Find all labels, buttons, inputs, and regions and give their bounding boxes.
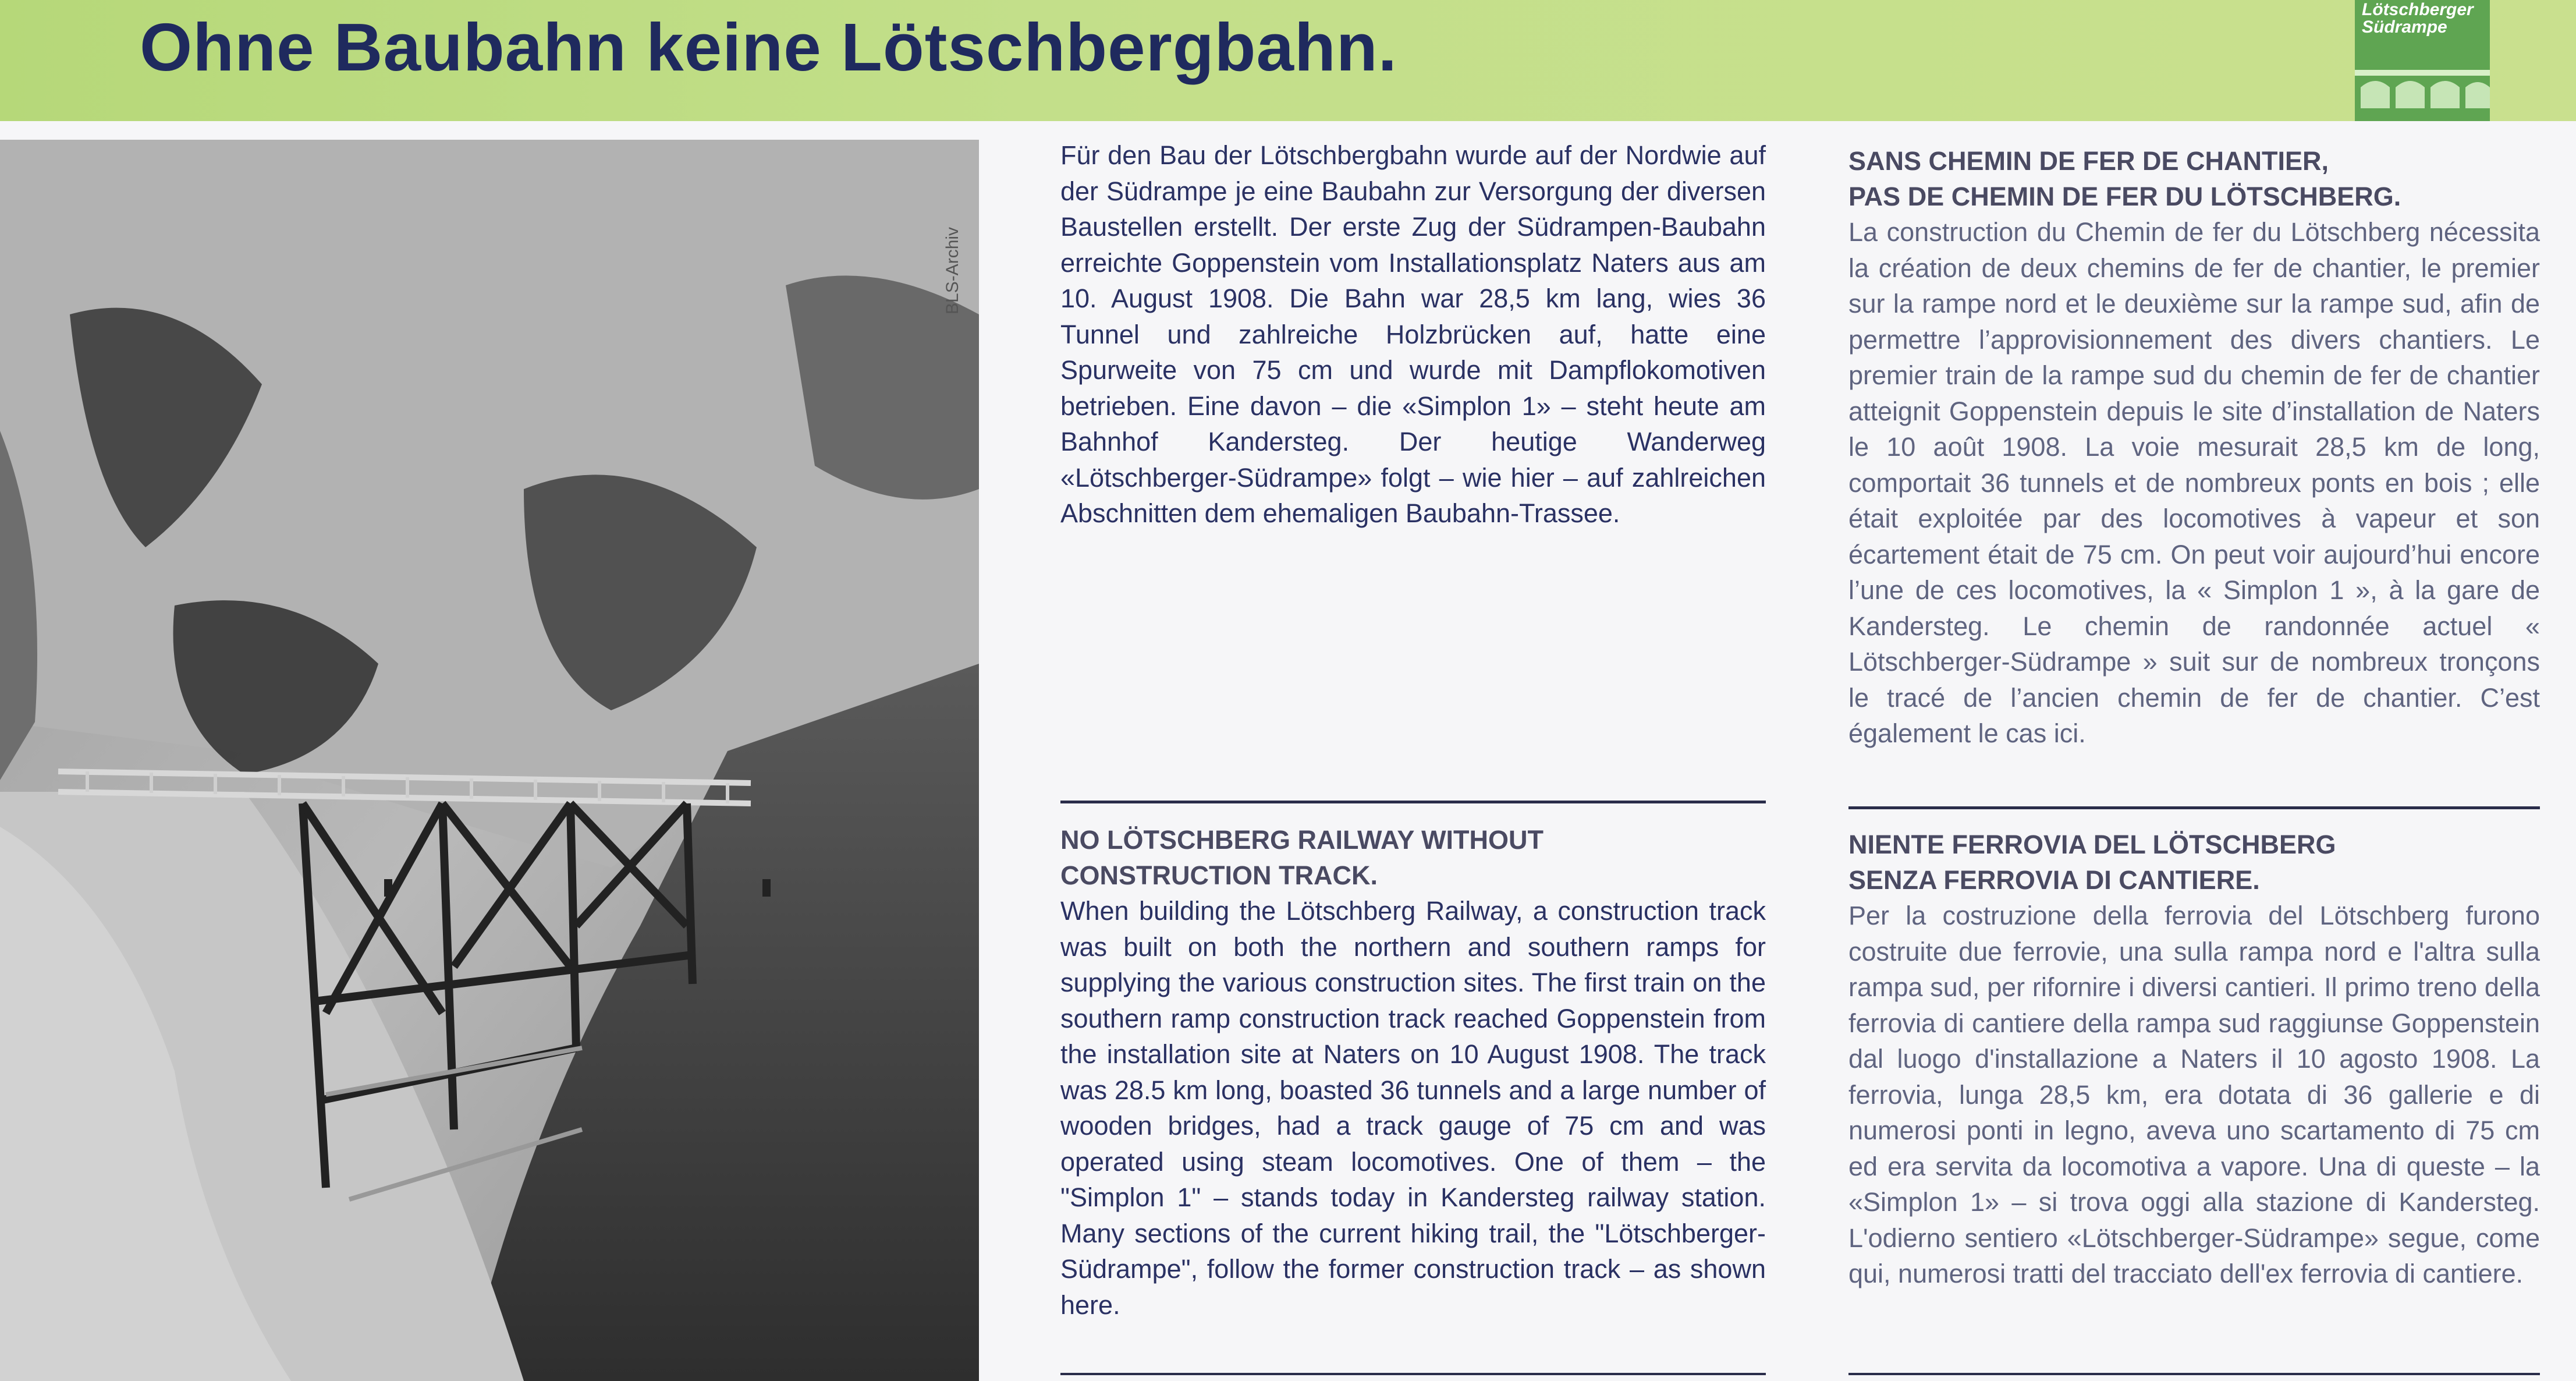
divider-bottom-left	[1060, 1373, 1766, 1375]
divider-english	[1060, 801, 1766, 803]
french-column	[1848, 143, 2540, 752]
viaduct-icon	[2355, 0, 2490, 121]
logo-text-line1: Lötschberger	[2362, 0, 2474, 19]
historic-railway-photo	[0, 140, 979, 1381]
divider-bottom-right	[1848, 1373, 2540, 1375]
french-heading-line1: SANS CHEMIN DE FER DE CHANTIER,	[1848, 146, 2329, 176]
italian-column	[1848, 827, 2540, 1292]
italian-body: Per la costruzione della ferrovia del Lötschberg furono costruite due ferrovie, una sulla rampa nord e l'altra sulla rampa sud, per rifornire i diversi cantieri. Il primo treno della ferrovia di cantiere della rampa sud raggiunse Goppenstein dal luogo d'installazione a Naters il 10 agosto 1908. La ferrovia, lunga 28,5 km, era dotata di 36 gallerie e di numerosi ponti in legno, aveva uno scartamento di 75 cm ed era servita da locomotiva a vapore. Una di queste – la «Simplon 1» – si trova oggi alla stazione di Kandersteg. L'odierno sentiero «Lötschberger-Südrampe» segue, come qui, numerosi tratti del tracciato dell'ex ferrovia di cantiere.	[1848, 901, 2540, 1288]
french-body: La construction du Chemin de fer du Lötschberg nécessita la création de deux chemins de fer de chantier, le premier sur la rampe nord et le deuxième sur la rampe sud, afin de permettre l’approvisionnement des divers chantiers. Le premier train de la rampe sud du chemin de fer de chantier atteignit Goppenstein depuis le site d’installation de Naters le 10 août 1908. La voie mesurait 28,5 km de long, comportait 36 tunnels et de nombreux ponts en bois ; elle était exploitée par des locomotives à vapeur et son écartement était de 75 cm. On peut voir aujourd’hui encore l’une de ces locomotives, la « Simplon 1 », à la gare de Kandersteg. Le chemin de randonnée actuel « Lötschberger-Südrampe » suit sur de nombreux tronçons le tracé de l’ancien chemin de fer de chantier. C’est également le cas ici.	[1848, 217, 2540, 748]
german-body: Für den Bau der Lötschbergbahn wurde auf der Nordwie auf der Südrampe je eine Baubahn zur Versorgung der diversen Baustellen erstellt. Der erste Zug der Südrampen-Baubahn erreichte Goppenstein vom Installationsplatz Naters aus am 10. August 1908. Die Bahn war 28,5 km lang, wies 36 Tunnel und zahlreiche Holzbrücken auf, hatte eine Spurweite von 75 cm und wurde mit Dampflokomotiven betrieben. Eine davon – die «Simplon 1» – steht heute am Bahnhof Kandersteg. Der heutige Wanderweg «Lötschberger-Südrampe» folgt – wie hier – auf zahlreichen Abschnitten dem ehemaligen Baubahn-Trassee.	[1060, 140, 1766, 528]
english-heading-line2: CONSTRUCTION TRACK.	[1060, 861, 1378, 890]
logo-text-line2: Südrampe	[2362, 17, 2447, 37]
english-heading-line1: NO LÖTSCHBERG RAILWAY WITHOUT	[1060, 825, 1544, 855]
italian-heading-line1: NIENTE FERROVIA DEL LÖTSCHBERG	[1848, 830, 2336, 859]
english-column	[1060, 822, 1766, 1323]
header-bar	[0, 0, 2576, 121]
french-heading-line2: PAS DE CHEMIN DE FER DU LÖTSCHBERG.	[1848, 182, 2401, 211]
italian-heading-line2: SENZA FERROVIA DI CANTIERE.	[1848, 865, 2260, 895]
english-body: When building the Lötschberg Railway, a construction track was built on both the northern and southern ramps for supplying the various construction sites. The first train on the southern ramp construction track reached Goppenstein from the installation site at Naters on 10 August 1908. The track was 28.5 km long, boasted 36 tunnels and a large number of wooden bridges, had a track gauge of 75 cm and was operated using steam locomotives. One of them – the "Simplon 1" – stands today in Kandersteg railway station. Many sections of the current hiking trail, the "Lötschberger-Südrampe", follow the former construction track – as shown here.	[1060, 896, 1766, 1320]
photo-credit: BLS-Archiv	[943, 226, 962, 314]
divider-italian	[1848, 806, 2540, 809]
german-column	[1060, 137, 1766, 532]
page-title: Ohne Baubahn keine Lötschbergbahn.	[140, 9, 1397, 85]
lotschberger-logo	[2355, 0, 2490, 121]
